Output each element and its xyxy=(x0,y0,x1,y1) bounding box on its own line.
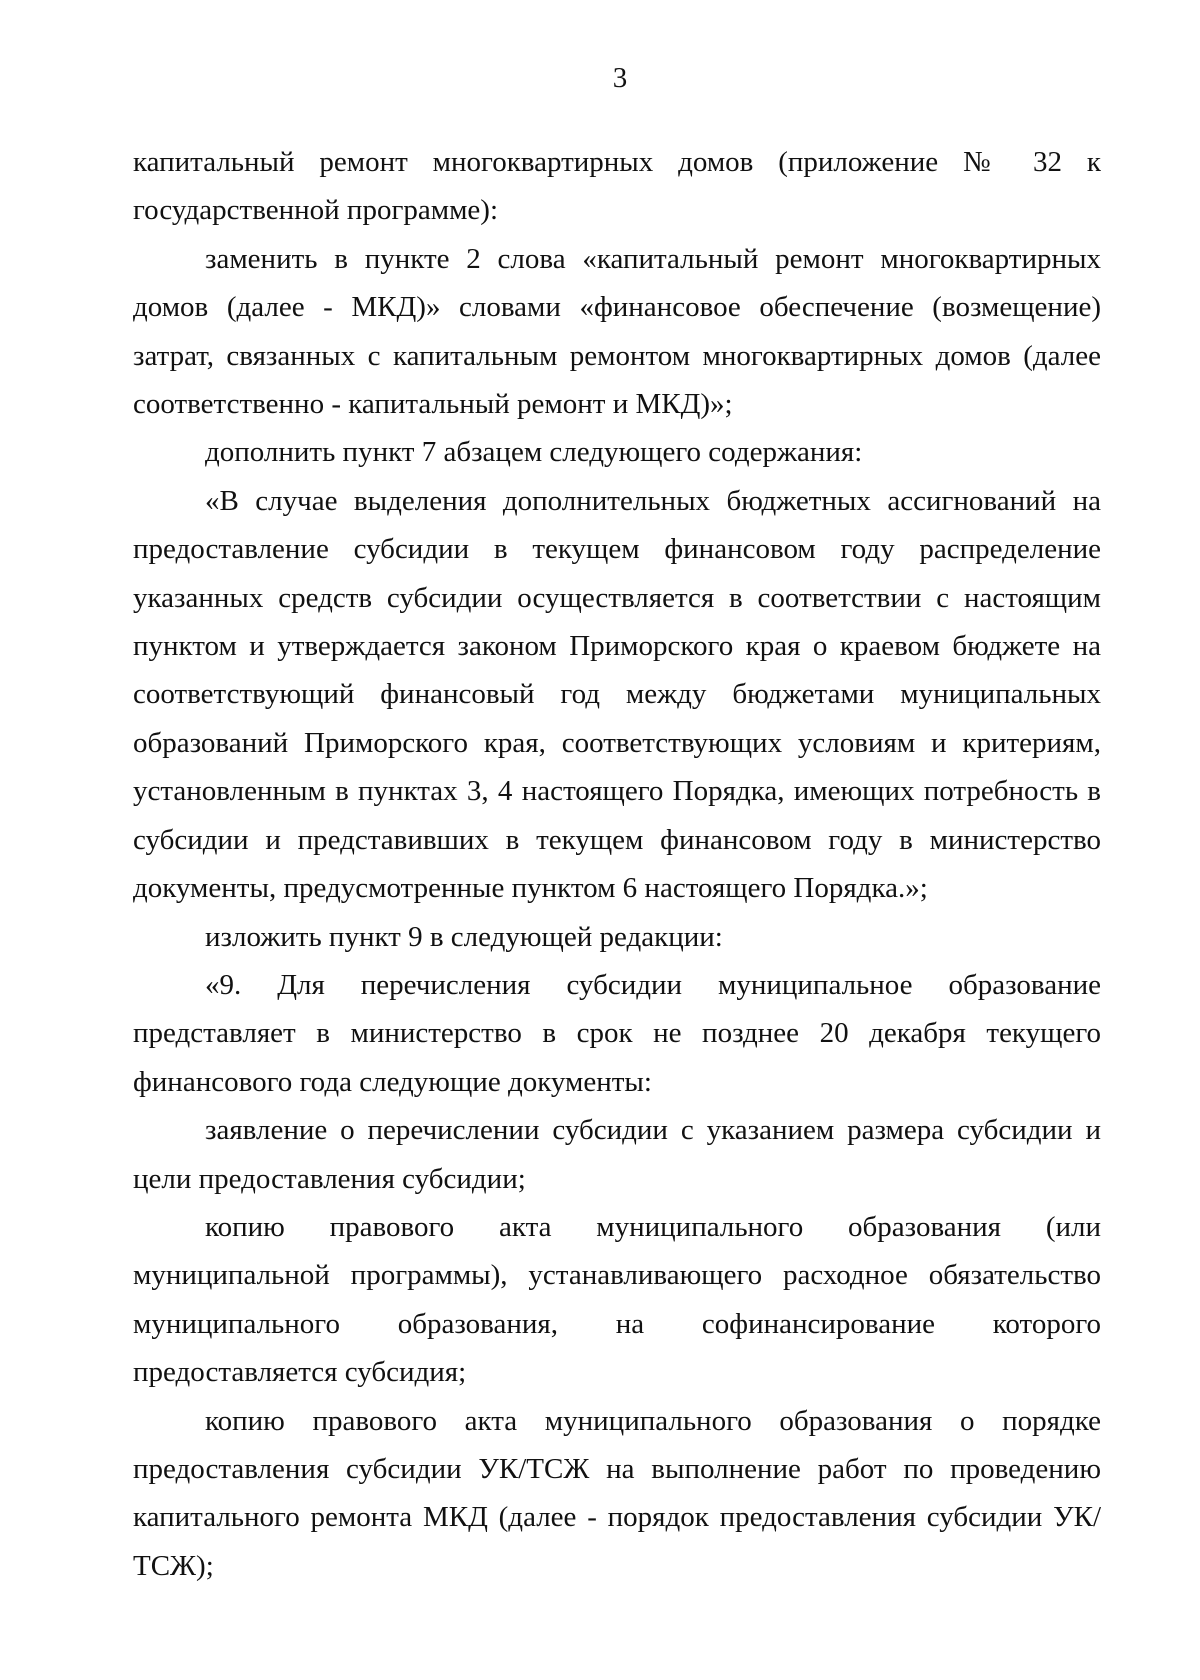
paragraph-4: «В случае выделения дополнительных бюджетных ассигнований на предоставление субсидии в текущем финансовом году распределение указанных средств субсидии осуществляется в соответствии с настоящим пунктом и утверждается законом Приморского края о краевом бюджете на соответствующий финансовый год между бюджетами муниципальных образований Приморского края, соответствующих условиям и критериям, установленным в пунктах 3, 4 настоящего Порядка, имеющих потребность в субсидии и представивших в текущем финансовом году в министерство документы, предусмотренные пунктом 6 настоящего Порядка.»; xyxy=(133,484,1101,905)
paragraph-1: капитальный ремонт многоквартирных домов (приложение № 32 к государственной программе): xyxy=(133,146,1101,227)
paragraph-6: «9. Для перечисления субсидии муниципальное образование представляет в министерство в срок не позднее 20 декабря текущего финансового года следующие документы: xyxy=(133,968,1101,1098)
page-number: 3 xyxy=(612,62,628,94)
paragraph-3: дополнить пункт 7 абзацем следующего содержания: xyxy=(205,436,863,469)
paragraph-5: изложить пункт 9 в следующей редакции: xyxy=(205,920,723,953)
paragraph-7: заявление о перечислении субсидии с указанием размера субсидии и цели предоставления субсидии; xyxy=(133,1114,1101,1195)
document-body xyxy=(133,138,1101,1590)
paragraph-8: копию правового акта муниципального образования (или муниципальной программы), устанавливающего расходное обязательство муниципального образования, на софинансирование которого предоставляется субсидия; xyxy=(133,1210,1101,1389)
paragraph-2: заменить в пункте 2 слова «капитальный ремонт многоквартирных домов (далее - МКД)» словами «финансовое обеспечение (возмещение) затрат, связанных с капитальным ремонтом многоквартирных домов (далее соответственно - капитальный ремонт и МКД)»; xyxy=(133,242,1101,421)
paragraph-9: копию правового акта муниципального образования о порядке предоставления субсидии УК/ТСЖ на выполнение работ по проведению капитального ремонта МКД (далее - порядок предоставления субсидии УК/ТСЖ); xyxy=(133,1404,1101,1582)
